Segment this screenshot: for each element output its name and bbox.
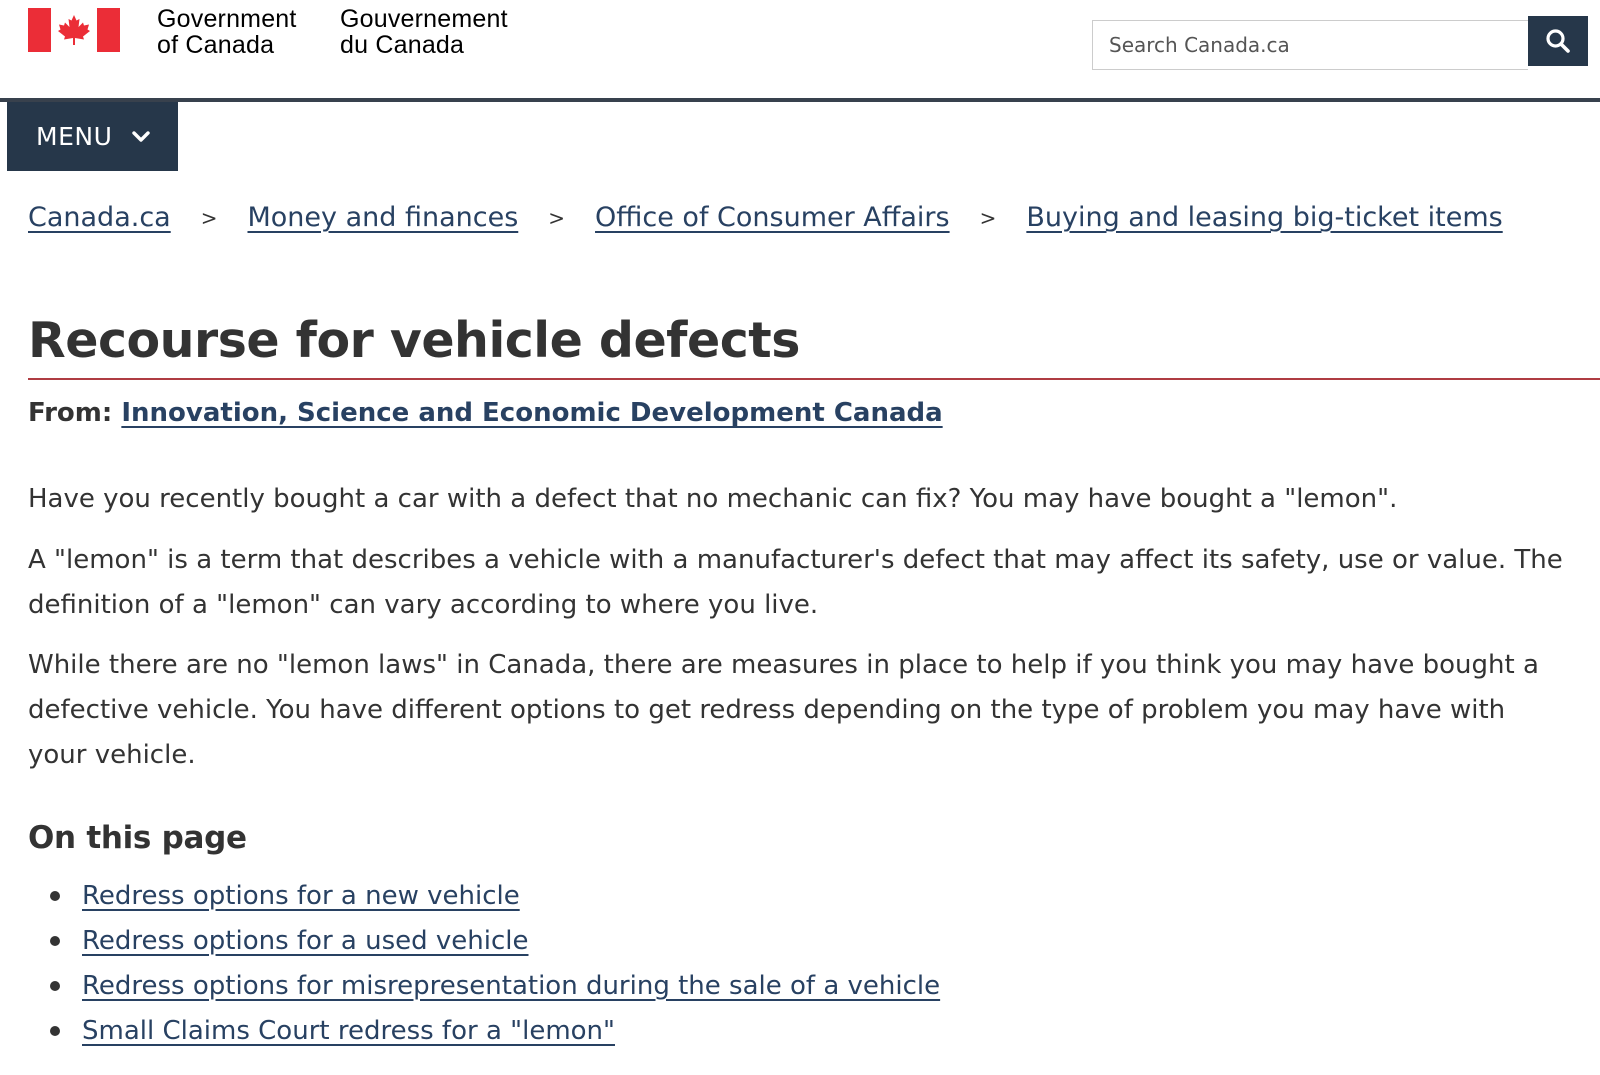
toc-link-new-vehicle[interactable]: Redress options for a new vehicle [82,880,520,911]
signature-english[interactable] [157,6,297,58]
bullet-icon [50,891,60,901]
bullet-icon [50,1026,60,1036]
signature-french[interactable] [340,6,508,58]
bullet-icon [50,936,60,946]
toc-item [50,1008,940,1053]
header-divider [0,98,1600,102]
search-button[interactable] [1528,16,1588,66]
breadcrumb-separator: > [979,205,997,230]
signature-en-line1: Government [157,5,297,33]
breadcrumb-separator: > [548,205,566,230]
search-field [1092,20,1528,70]
breadcrumb-link-canada[interactable]: Canada.ca [28,202,171,233]
menu-button[interactable] [7,102,178,171]
breadcrumb-link-big-ticket-items[interactable]: Buying and leasing big-ticket items [1026,202,1503,233]
breadcrumb-link-money-finances[interactable]: Money and finances [247,202,519,233]
chevron-down-icon [132,131,150,143]
from-line [28,398,943,428]
toc-link-used-vehicle[interactable]: Redress options for a used vehicle [82,925,529,956]
on-this-page-heading: On this page [28,820,247,856]
toc-item [50,963,940,1008]
on-this-page-list [50,873,940,1053]
signature-en-line2: of Canada [157,31,275,59]
department-link[interactable]: Innovation, Science and Economic Development Canada [121,398,943,428]
toc-link-misrepresentation[interactable]: Redress options for misrepresentation during the sale of a vehicle [82,970,941,1001]
breadcrumb-link-consumer-affairs[interactable]: Office of Consumer Affairs [595,202,950,233]
intro-paragraph-1: Have you recently bought a car with a defect that no mechanic can fix? You may have bought a "lemon". [28,484,1398,514]
intro-paragraph-3: While there are no "lemon laws" in Canada, there are measures in place to help if you think you may have bought a defective vehicle. You have different options to get redress depending on the type of problem you may have with your vehicle. [28,650,1539,770]
search-icon [1545,28,1571,54]
canada-flag-icon[interactable] [28,8,120,52]
menu-label: MENU [36,122,113,151]
page-title: Recourse for vehicle defects [28,312,800,369]
bullet-icon [50,981,60,991]
from-label: From: [28,398,113,428]
toc-item [50,873,940,918]
title-underline [28,378,1600,380]
signature-fr-line1: Gouvernement [340,5,508,33]
site-header [0,0,1600,100]
toc-item [50,918,940,963]
breadcrumb-separator: > [200,205,218,230]
search-input[interactable] [1093,21,1528,69]
breadcrumb [28,202,1503,233]
signature-fr-line2: du Canada [340,31,465,59]
toc-link-small-claims[interactable]: Small Claims Court redress for a "lemon" [82,1015,615,1046]
intro-paragraph-2: A "lemon" is a term that describes a vehicle with a manufacturer's defect that may affect its safety, use or value. The definition of a "lemon" can vary according to where you live. [28,545,1563,620]
